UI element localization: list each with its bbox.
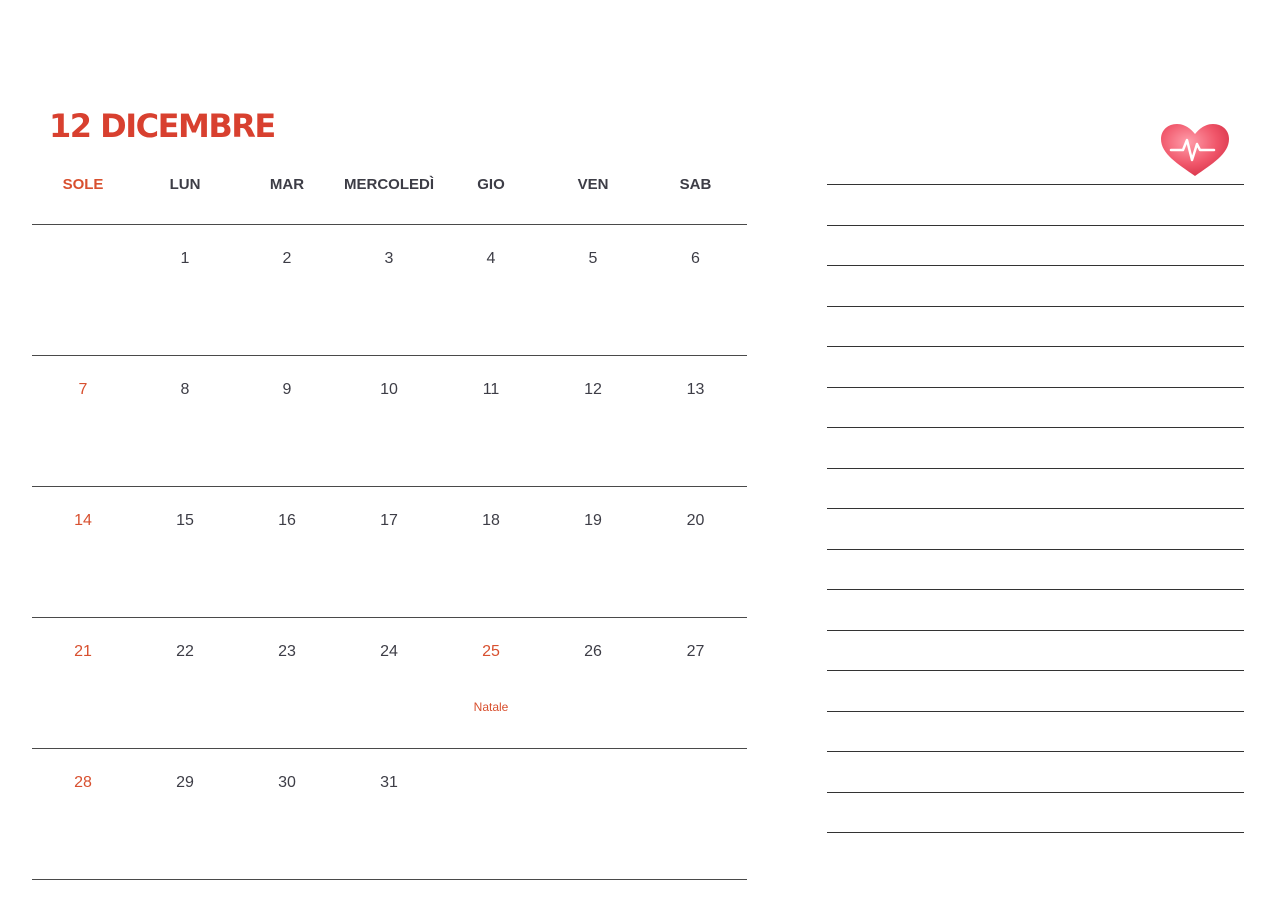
week-row-3 bbox=[32, 487, 747, 618]
day-number: 29 bbox=[176, 774, 194, 791]
day-cell bbox=[542, 618, 644, 748]
day-number: 17 bbox=[380, 512, 398, 529]
day-number: 16 bbox=[278, 512, 296, 529]
day-cell bbox=[32, 749, 134, 879]
weekday-header bbox=[32, 160, 747, 225]
day-cell bbox=[134, 487, 236, 617]
day-number: 25 bbox=[482, 643, 500, 660]
note-line bbox=[827, 265, 1244, 306]
note-line bbox=[827, 670, 1244, 711]
day-number: 23 bbox=[278, 643, 296, 660]
weekday-friday: VEN bbox=[577, 176, 609, 193]
day-number: 24 bbox=[380, 643, 398, 660]
day-number: 1 bbox=[180, 250, 190, 267]
day-number: 26 bbox=[584, 643, 602, 660]
note-line bbox=[827, 549, 1244, 590]
day-cell bbox=[236, 749, 338, 879]
day-number: 31 bbox=[380, 774, 398, 791]
day-number: 27 bbox=[686, 643, 705, 660]
page-title: 12 DICEMBRE bbox=[49, 107, 275, 145]
week-row-1 bbox=[32, 225, 747, 356]
note-line bbox=[827, 306, 1244, 347]
day-cell bbox=[338, 487, 440, 617]
heart-pulse-icon bbox=[1158, 122, 1232, 178]
day-cell bbox=[644, 618, 747, 748]
day-number: 18 bbox=[482, 512, 500, 529]
day-cell bbox=[236, 225, 338, 355]
weekday-thursday: GIO bbox=[477, 176, 505, 193]
weekday-monday: LUN bbox=[169, 176, 201, 193]
day-cell bbox=[236, 618, 338, 748]
day-number: 11 bbox=[482, 381, 500, 398]
day-number: 12 bbox=[584, 381, 602, 398]
day-cell bbox=[134, 225, 236, 355]
holiday-label: Natale bbox=[473, 700, 509, 714]
day-number: 28 bbox=[74, 774, 92, 791]
day-number: 21 bbox=[74, 643, 92, 660]
day-cell bbox=[338, 618, 440, 748]
day-number: 4 bbox=[486, 250, 496, 267]
day-cell bbox=[542, 356, 644, 486]
day-cell bbox=[542, 225, 644, 355]
note-line bbox=[827, 630, 1244, 671]
note-line bbox=[827, 427, 1244, 468]
day-number: 6 bbox=[691, 250, 700, 267]
day-cell bbox=[134, 618, 236, 748]
day-cell bbox=[644, 487, 747, 617]
day-cell bbox=[134, 749, 236, 879]
day-number: 5 bbox=[588, 250, 598, 267]
day-cell bbox=[32, 487, 134, 617]
note-line bbox=[827, 832, 1244, 833]
day-cell bbox=[644, 749, 747, 879]
day-number: 9 bbox=[282, 381, 292, 398]
day-cell bbox=[440, 356, 542, 486]
day-number: 20 bbox=[686, 512, 705, 529]
notes-lines bbox=[827, 184, 1244, 833]
day-cell bbox=[32, 618, 134, 748]
weekday-sunday: SOLE bbox=[62, 176, 104, 193]
day-cell bbox=[440, 749, 542, 879]
day-number: 3 bbox=[384, 250, 394, 267]
day-number: 2 bbox=[282, 250, 292, 267]
day-number: 15 bbox=[176, 512, 194, 529]
day-cell bbox=[338, 749, 440, 879]
day-cell bbox=[338, 225, 440, 355]
weekday-wednesday: MERCOLEDÌ bbox=[344, 176, 434, 193]
week-row-2 bbox=[32, 356, 747, 487]
day-cell bbox=[32, 356, 134, 486]
day-number: 19 bbox=[584, 512, 602, 529]
weekday-tuesday: MAR bbox=[269, 176, 305, 193]
note-line bbox=[827, 387, 1244, 428]
note-line bbox=[827, 589, 1244, 630]
day-cell bbox=[134, 356, 236, 486]
day-number: 13 bbox=[686, 381, 705, 398]
week-row-4 bbox=[32, 618, 747, 749]
day-cell bbox=[32, 225, 134, 355]
note-line bbox=[827, 346, 1244, 387]
day-number: 10 bbox=[380, 381, 398, 398]
day-cell bbox=[440, 487, 542, 617]
day-number: 14 bbox=[74, 512, 92, 529]
day-cell-holiday bbox=[440, 618, 542, 748]
note-line bbox=[827, 184, 1244, 225]
note-line bbox=[827, 751, 1244, 792]
note-line bbox=[827, 792, 1244, 833]
day-cell bbox=[440, 225, 542, 355]
day-cell bbox=[542, 749, 644, 879]
day-number: 8 bbox=[180, 381, 190, 398]
day-cell bbox=[542, 487, 644, 617]
day-cell bbox=[236, 356, 338, 486]
week-row-5 bbox=[32, 749, 747, 880]
weekday-saturday: SAB bbox=[679, 176, 712, 193]
day-cell bbox=[644, 225, 747, 355]
day-number: 22 bbox=[176, 643, 194, 660]
day-cell bbox=[338, 356, 440, 486]
note-line bbox=[827, 508, 1244, 549]
note-line bbox=[827, 711, 1244, 752]
day-number: 30 bbox=[278, 774, 296, 791]
note-line bbox=[827, 225, 1244, 266]
month-calendar bbox=[32, 160, 747, 880]
day-cell bbox=[236, 487, 338, 617]
day-number: 7 bbox=[78, 381, 88, 398]
day-cell bbox=[644, 356, 747, 486]
note-line bbox=[827, 468, 1244, 509]
